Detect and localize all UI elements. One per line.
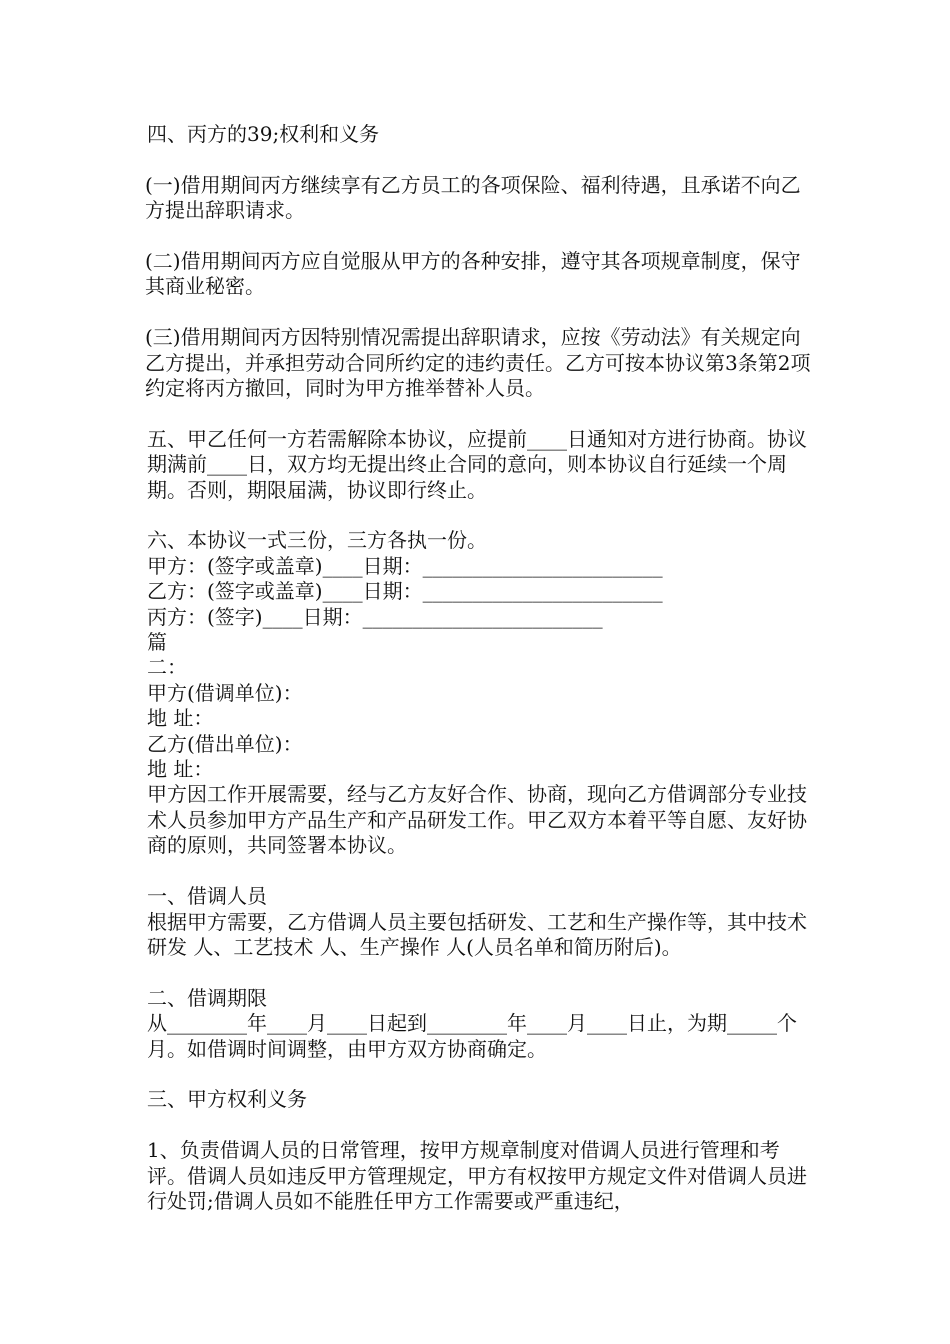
paragraph-addr-a: 地 址： <box>147 706 214 731</box>
paragraph-party-a: 甲方(借调单位)： <box>147 680 303 705</box>
paragraph-c3-1: 1、负责借调人员的日常管理，按甲方规章制度对借调人员进行管理和考评。借调人员如违反甲方管理规定，甲方有权按甲方规定文件对借调人员进行处罚;借调人员如不能胜任甲方工作需要或严重违纪， <box>147 1138 807 1213</box>
paragraph-c1-body: 根据甲方需要，乙方借调人员主要包括研发、工艺和生产操作等，其中技术研发 人、工艺技术 人、生产操作 人(人员名单和简历附后)。 <box>147 909 807 959</box>
paragraph-s4-title: 四、丙方的39;权利和义务 <box>147 122 380 146</box>
paragraph-sign-a: 甲方：(签字或盖章)____日期：________________________ <box>147 553 663 578</box>
paragraph-c2-body: 从________年____月____日起到________年____月____日止，为期_____个月。如借调时间调整，由甲方双方协商确定。 <box>147 1011 797 1061</box>
paragraph-intro: 甲方因工作开展需要，经与乙方友好合作、协商，现向乙方借调部分专业技术人员参加甲方产品生产和产品研发工作。甲乙双方本着平等自愿、友好协商的原则，共同签署本协议。 <box>147 782 807 858</box>
paragraph-party-b: 乙方(借出单位)： <box>147 731 303 756</box>
paragraph-c2-title: 二、借调期限 <box>147 985 267 1010</box>
paragraph-s5: 五、甲乙任何一方若需解除本协议，应提前____日通知对方进行协商。协议期满前____日，双方均无提出终止合同的意向，则本协议自行延续一个周期。否则，期限届满，协议即行终止。 <box>147 426 807 502</box>
paragraph-s4-2: (二)借用期间丙方应自觉服从甲方的各种安排，遵守其各项规章制度，保守其商业秘密。 <box>145 249 801 299</box>
paragraph-sign-b: 乙方：(签字或盖章)____日期：________________________ <box>147 579 663 604</box>
paragraph-sign-c: 丙方：(签字)____日期：________________________ <box>147 604 603 629</box>
paragraph-pian: 篇 <box>147 630 167 655</box>
paragraph-c3-title: 三、甲方权利义务 <box>147 1087 307 1112</box>
paragraph-er: 二： <box>147 655 187 680</box>
paragraph-s4-1: (一)借用期间丙方继续享有乙方员工的各项保险、福利待遇，且承诺不向乙方提出辞职请求。 <box>145 172 801 223</box>
paragraph-s4-3: (三)借用期间丙方因特别情况需提出辞职请求，应按《劳动法》有关规定向乙方提出，并承担劳动合同所约定的违约责任。乙方可按本协议第3条第2项约定将丙方撤回，同时为甲方推举替补人员。 <box>145 325 811 401</box>
paragraph-s6: 六、本协议一式三份，三方各执一份。 <box>147 528 487 553</box>
paragraph-c1-title: 一、借调人员 <box>147 884 267 909</box>
paragraph-addr-b: 地 址： <box>147 757 214 782</box>
document-body <box>147 122 817 1214</box>
